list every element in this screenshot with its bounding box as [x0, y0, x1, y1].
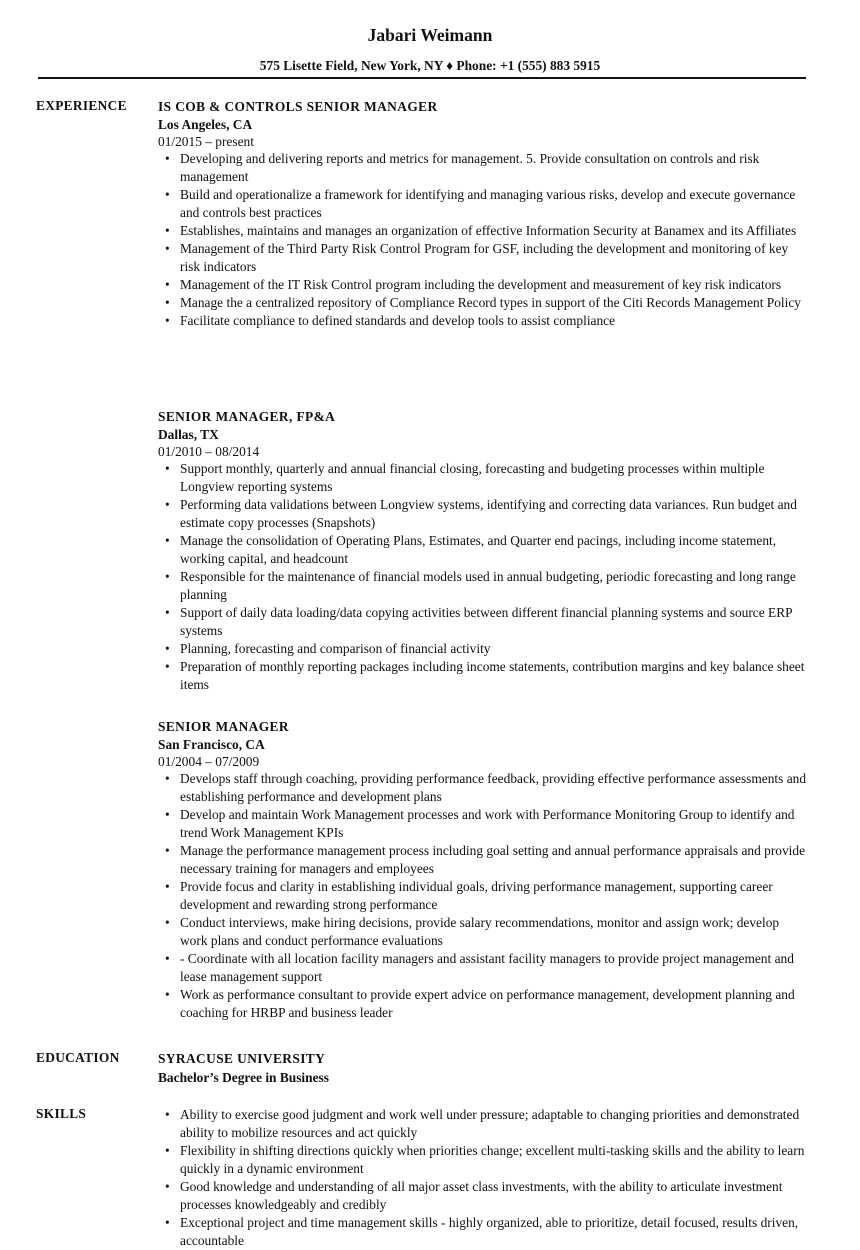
list-item: • Facilitate compliance to defined standards and develop tools to assist compliance — [165, 313, 616, 328]
list-item: • Manage the performance management process including goal setting and annual performance appraisals and provide necessary training for managers and employees — [165, 843, 806, 876]
bullet-icon: • — [165, 1107, 170, 1122]
list-item: • Management of the Third Party Risk Control Program for GSF, including the development and monitoring of key risk indicators — [165, 241, 789, 274]
job-bullets — [158, 460, 808, 694]
bullet-icon: • — [165, 1179, 170, 1194]
education-entry — [158, 1050, 808, 1088]
header-divider — [38, 77, 806, 79]
bullet-icon: • — [165, 151, 170, 166]
bullet-icon: • — [165, 533, 170, 548]
list-item: • Good knowledge and understanding of all major asset class investments, with the ability to articulate investment processes knowledgeably and credibly — [165, 1179, 783, 1212]
job-entry — [158, 408, 808, 694]
job-title: SENIOR MANAGER — [158, 719, 289, 734]
bullet-icon: • — [165, 843, 170, 858]
job-dates: 01/2015 – present — [158, 134, 254, 149]
job-dates: 01/2004 – 07/2009 — [158, 754, 260, 769]
list-item: • Developing and delivering reports and metrics for management. 5. Provide consultation on controls and risk management — [165, 151, 760, 184]
resume-header — [0, 24, 860, 74]
skills-list — [158, 1106, 808, 1250]
list-item: • Planning, forecasting and comparison of financial activity — [165, 641, 491, 656]
job-entry — [158, 98, 808, 330]
bullet-icon: • — [165, 915, 170, 930]
bullet-icon: • — [165, 295, 170, 310]
contact-line: 575 Lisette Field, New York, NY ♦ Phone: +1 (555) 883 5915 — [259, 58, 601, 73]
list-item: • Responsible for the maintenance of financial models used in annual budgeting, periodic forecasting and long range planning — [165, 569, 796, 602]
bullet-icon: • — [165, 1143, 170, 1158]
bullet-icon: • — [165, 223, 170, 238]
bullet-icon: • — [165, 1215, 170, 1230]
list-item: • Establishes, maintains and manages an organization of effective Information Security at Banamex and its Affiliates — [165, 223, 797, 238]
list-item: • Preparation of monthly reporting packages including income statements, contribution margins and key balance sheet items — [165, 659, 805, 692]
list-item: • - Coordinate with all location facility managers and assistant facility managers to provide project management and lease management support — [165, 951, 794, 984]
bullet-icon: • — [165, 313, 170, 328]
job-bullets — [158, 770, 808, 1022]
list-item: • Support monthly, quarterly and annual financial closing, forecasting and budgeting processes within multiple Longview reporting systems — [165, 461, 765, 494]
list-item: • Management of the IT Risk Control program including the development and measurement of key risk indicators — [165, 277, 782, 292]
section-label-experience: EXPERIENCE — [36, 98, 127, 113]
bullet-icon: • — [165, 241, 170, 256]
list-item: • Conduct interviews, make hiring decisions, provide salary recommendations, monitor and assign work; develop work plans and conduct performance evaluations — [165, 915, 780, 948]
list-item: • Manage the consolidation of Operating Plans, Estimates, and Quarter end pacings, including income statement, working capital, and headcount — [165, 533, 777, 566]
bullet-icon: • — [165, 987, 170, 1002]
section-label-skills: SKILLS — [36, 1106, 87, 1121]
list-item: • Support of daily data loading/data copying activities between different financial planning systems and source ERP systems — [165, 605, 793, 638]
list-item: • Exceptional project and time management skills - highly organized, able to prioritize, detail focused, results driven, accountable — [165, 1215, 799, 1248]
job-location: Dallas, TX — [158, 427, 219, 442]
bullet-icon: • — [165, 277, 170, 292]
bullet-icon: • — [165, 879, 170, 894]
list-item: • Provide focus and clarity in establishing individual goals, driving performance management, supporting career development and rewarding strong performance — [165, 879, 773, 912]
bullet-icon: • — [165, 951, 170, 966]
list-item: • Manage the a centralized repository of Compliance Record types in support of the Citi Records Management Policy — [165, 295, 802, 310]
school-name: SYRACUSE UNIVERSITY — [158, 1051, 326, 1066]
bullet-icon: • — [165, 641, 170, 656]
list-item: • Develop and maintain Work Management processes and work with Performance Monitoring Group to identify and trend Work Management KPIs — [165, 807, 795, 840]
job-title: SENIOR MANAGER, FP&A — [158, 409, 336, 424]
list-item: • Performing data validations between Longview systems, identifying and correcting data variances. Run budget and estimate copy processes (Snapshots) — [165, 497, 797, 530]
job-entry — [158, 718, 808, 1022]
bullet-icon: • — [165, 497, 170, 512]
job-dates: 01/2010 – 08/2014 — [158, 444, 260, 459]
list-item: • Build and operationalize a framework for identifying and managing various risks, develop and execute governance and controls best practices — [165, 187, 796, 220]
job-bullets — [158, 150, 808, 330]
candidate-name: Jabari Weimann — [367, 25, 493, 45]
list-item: • Ability to exercise good judgment and work well under pressure; adaptable to changing priorities and demonstrated ability to mobilize resources and act quickly — [165, 1107, 800, 1140]
bullet-icon: • — [165, 659, 170, 674]
job-location: Los Angeles, CA — [158, 117, 253, 132]
bullet-icon: • — [165, 187, 170, 202]
bullet-icon: • — [165, 605, 170, 620]
degree: Bachelor’s Degree in Business — [158, 1070, 329, 1085]
list-item: • Flexibility in shifting directions quickly when priorities change; excellent multi-tasking skills and the ability to learn quickly in a dynamic environment — [165, 1143, 805, 1176]
list-item: • Work as performance consultant to provide expert advice on performance management, development planning and coaching for HRBP and business leader — [165, 987, 795, 1020]
section-label-education: EDUCATION — [36, 1050, 120, 1065]
bullet-icon: • — [165, 771, 170, 786]
bullet-icon: • — [165, 569, 170, 584]
job-location: San Francisco, CA — [158, 737, 265, 752]
bullet-icon: • — [165, 461, 170, 476]
job-title: IS COB & CONTROLS SENIOR MANAGER — [158, 99, 438, 114]
list-item: • Develops staff through coaching, providing performance feedback, providing effective performance assessments and establishing performance and development plans — [165, 771, 807, 804]
bullet-icon: • — [165, 807, 170, 822]
